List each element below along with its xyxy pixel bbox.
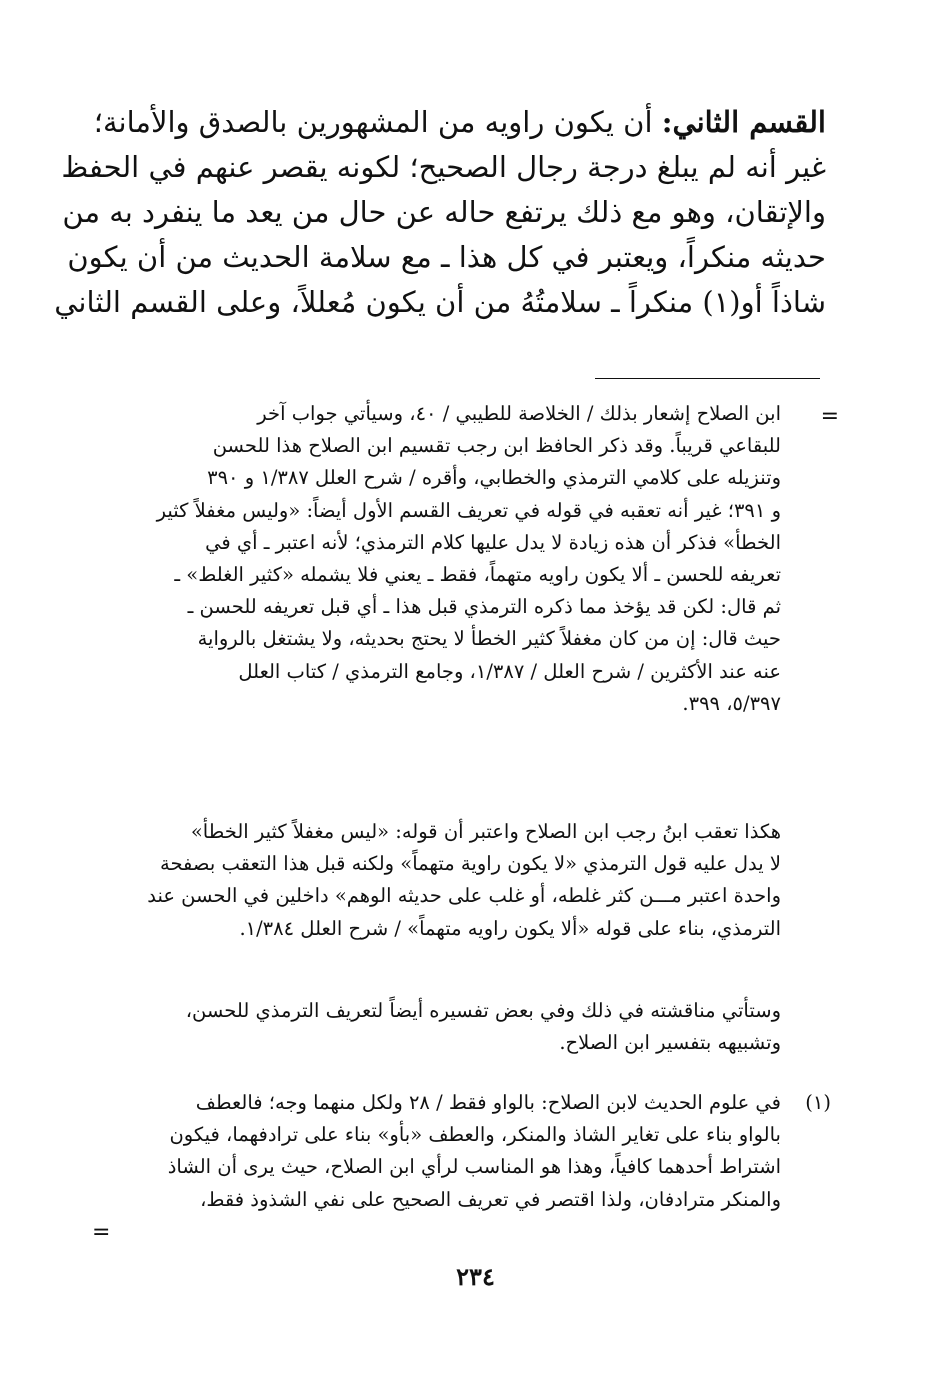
main-text-line: حديثه منكراً، ويعتبر في كل هذا ـ مع سلامة الحديث من أن يكون bbox=[67, 240, 826, 274]
footnote-1 bbox=[128, 1087, 781, 1216]
footnote-paragraph-2 bbox=[128, 816, 781, 945]
footnote-line: وستأتي مناقشته في ذلك وفي بعض تفسيره أيضاً لتعريف الترمذي للحسن، bbox=[185, 999, 781, 1022]
footnote-line: هكذا تعقب ابنُ رجب ابن الصلاح واعتبر أن قوله: «ليس مغفلاً كثير الخطأ» bbox=[190, 820, 781, 843]
footnote-line: ٥/٣٩٧، ٣٩٩. bbox=[682, 691, 781, 715]
main-text-line: شاذاً أو(١) منكراً ـ سلامتُهُ من أن يكون مُعللاً، وعلى القسم الثاني bbox=[54, 285, 826, 319]
continuation-mark-top: = bbox=[820, 404, 839, 429]
main-text-line: القسم الثاني: أن يكون راويه من المشهورين بالصدق والأمانة؛ bbox=[93, 105, 826, 139]
footnote-line: و ٣٩١؛ غير أنه تعقبه في قوله في تعريف القسم الأول أيضاً: «وليس مغفلاً كثير bbox=[156, 498, 781, 522]
footnote-paragraph-3 bbox=[128, 995, 781, 1059]
continuation-mark-bottom: = bbox=[92, 1220, 111, 1245]
footnote-line: واحدة اعتبر مـــن كثر غلطه، أو غلب على حديثه الوهم» داخلين في الحسن عند bbox=[147, 884, 781, 908]
footnote-line: لا يدل عليه قول الترمذي «لا يكون راوية متهماً» ولكنه قبل هذا التعقب بصفحة bbox=[160, 852, 781, 876]
footnote-line: الترمذي، بناء على قوله «ألا يكون راويه متهماً» / شرح العلل ١/٣٨٤. bbox=[239, 916, 781, 940]
footnote-line: عنه عند الأكثرين / شرح العلل / ١/٣٨٧، وجامع الترمذي / كتاب العلل bbox=[238, 659, 781, 683]
footnote-line: بالواو بناء على تغاير الشاذ والمنكر، والعطف «بأو» بناء على ترادفهما، فيكون bbox=[169, 1123, 781, 1147]
main-text-line: غير أنه لم يبلغ درجة رجال الصحيح؛ لكونه يقصر عنهم في الحفظ bbox=[61, 150, 826, 184]
footnote-separator bbox=[595, 378, 820, 379]
main-text bbox=[54, 100, 826, 325]
footnote-number: (١) bbox=[805, 1091, 831, 1114]
section-heading: القسم الثاني: bbox=[661, 105, 826, 139]
page-number: ٢٣٤ bbox=[456, 1262, 495, 1291]
footnote-line: ابن الصلاح إشعار بذلك / الخلاصة للطيبي / ٤٠، وسيأتي جواب آخر bbox=[257, 402, 781, 425]
footnote-line: اشتراط أحدهما كافياً، وهذا هو المناسب لرأي ابن الصلاح، حيث يرى أن الشاذ bbox=[167, 1155, 781, 1179]
footnote-line: حيث قال: إن من كان مغفلاً كثير الخطأ لا يحتج بحديثه، ولا يشتغل بالرواية bbox=[197, 627, 781, 651]
main-text-line: والإتقان، وهو مع ذلك يرتفع حاله عن حال من يعد ما ينفرد به من bbox=[62, 195, 826, 229]
footnote-line: وتنزيله على كلامي الترمذي والخطابي، وأقره / شرح العلل ١/٣٨٧ و ٣٩٠ bbox=[207, 466, 781, 490]
footnote-line: وتشبيهه بتفسير ابن الصلاح. bbox=[559, 1031, 781, 1055]
footnote-line: والمنكر مترادفان، ولذا اقتصر في تعريف الصحيح على نفي الشذوذ فقط، bbox=[200, 1187, 781, 1211]
footnote-line: تعريفه للحسن ـ ألا يكون راويه متهماً، فقط ـ يعني فلا يشمله «كثير الغلط» ـ bbox=[174, 563, 781, 587]
footnote-line: ثم قال: لكن قد يؤخذ مما ذكره الترمذي قبل هذا ـ أي قبل تعريفه للحسن ـ bbox=[187, 595, 781, 619]
footnote-continued bbox=[128, 398, 781, 720]
footnote-line: للبقاعي قريباً. وقد ذكر الحافظ ابن رجب تقسيم ابن الصلاح هذا للحسن bbox=[212, 434, 781, 458]
footnote-line: الخطأ» فذكر أن هذه زيادة لا يدل عليها كلام الترمذي؛ لأنه اعتبر ـ أي في bbox=[205, 530, 781, 554]
footnote-line: في علوم الحديث لابن الصلاح: بالواو فقط / ٢٨ ولكل منهما وجه؛ فالعطف bbox=[195, 1091, 781, 1114]
